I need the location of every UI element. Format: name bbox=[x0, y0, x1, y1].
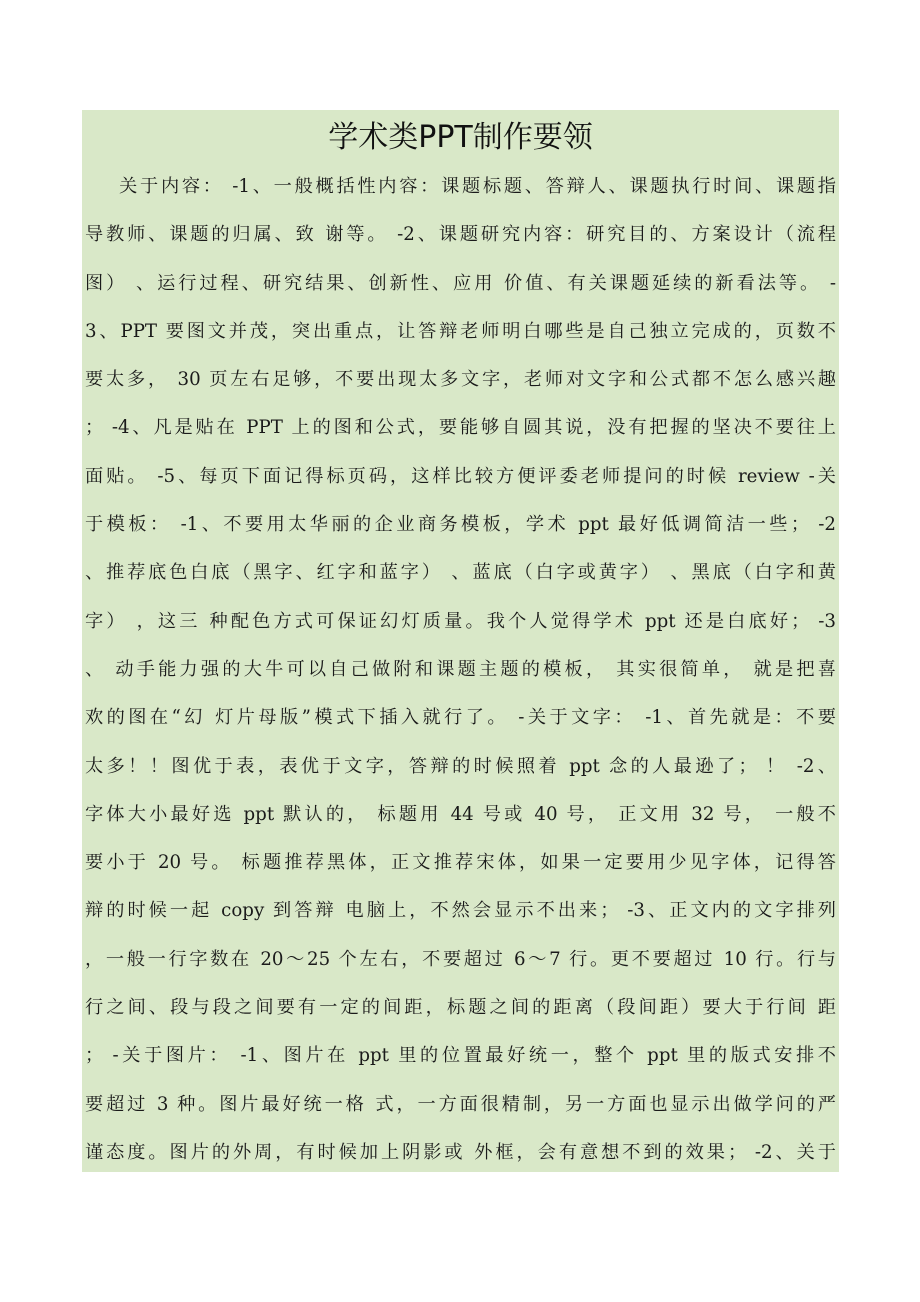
body-line: 辩的时候一起 copy 到答辩 电脑上，不然会显示不出来； -3、正文内的文字排列 bbox=[85, 900, 836, 922]
body-line: ； -4、凡是贴在 PPT 上的图和公式，要能够自圆其说，没有把握的坚决不要往上 bbox=[85, 417, 836, 439]
body-line: 欢的图在“幻 灯片母版”模式下插入就行了。 -关于文字： -1、首先就是：不要 bbox=[85, 707, 836, 729]
body-line: ； -关于图片： -1、图片在 ppt 里的位置最好统一，整个 ppt 里的版式安排不 bbox=[85, 1045, 836, 1067]
body-line: 、推荐底色白底（黑字、红字和蓝字） 、蓝底（白字或黄字） 、黑底（白字和黄 bbox=[85, 562, 836, 584]
body-line: 关于内容： -1、一般概括性内容：课题标题、答辩人、课题执行时间、课题指 bbox=[85, 176, 836, 197]
body-line: 要超过 3 种。图片最好统一格 式，一方面很精制，另一方面也显示出做学问的严 bbox=[85, 1093, 836, 1115]
body-line: 图） 、运行过程、研究结果、创新性、应用 价值、有关课题延续的新看法等。 - bbox=[85, 272, 836, 294]
document-title: 学术类PPT制作要领 bbox=[328, 120, 593, 155]
document-text-box bbox=[82, 110, 839, 1172]
body-line: 太多！！图优于表，表优于文字，答辩的时候照着 ppt 念的人最逊了； ！ -2、 bbox=[85, 755, 836, 777]
body-line: 3、PPT 要图文并茂，突出重点，让答辩老师明白哪些是自己独立完成的，页数不 bbox=[85, 320, 836, 342]
body-line: ，一般一行字数在 20～25 个左右，不要超过 6～7 行。更不要超过 10 行。行与 bbox=[85, 948, 836, 970]
body-line: 导教师、课题的归属、致 谢等。 -2、课题研究内容：研究目的、方案设计（流程 bbox=[85, 224, 836, 246]
body-line: 于模板： -1、不要用太华丽的企业商务模板，学术 ppt 最好低调简洁一些； -2 bbox=[85, 514, 836, 536]
body-line: 要太多， 30 页左右足够，不要出现太多文字，老师对文字和公式都不怎么感兴趣 bbox=[85, 369, 836, 391]
body-line: 行之间、段与段之间要有一定的间距，标题之间的距离（段间距）要大于行间 距 bbox=[85, 997, 836, 1019]
document-body bbox=[82, 163, 839, 1172]
body-line: 面贴。 -5、每页下面记得标页码，这样比较方便评委老师提问的时候 review -关 bbox=[85, 465, 836, 487]
body-line: 、 动手能力强的大牛可以自己做附和课题主题的模板， 其实很简单， 就是把喜 bbox=[85, 658, 836, 680]
body-line: 要小于 20 号。 标题推荐黑体，正文推荐宋体，如果一定要用少见字体，记得答 bbox=[85, 852, 836, 874]
body-line: 字体大小最好选 ppt 默认的， 标题用 44 号或 40 号， 正文用 32 号， 一般不 bbox=[85, 803, 836, 825]
body-line: 字） ，这三 种配色方式可保证幻灯质量。我个人觉得学术 ppt 还是白底好； -3 bbox=[85, 610, 836, 632]
body-line: 谨态度。图片的外周，有时候加上阴影或 外框，会有意想不到的效果； -2、关于 bbox=[85, 1141, 836, 1163]
